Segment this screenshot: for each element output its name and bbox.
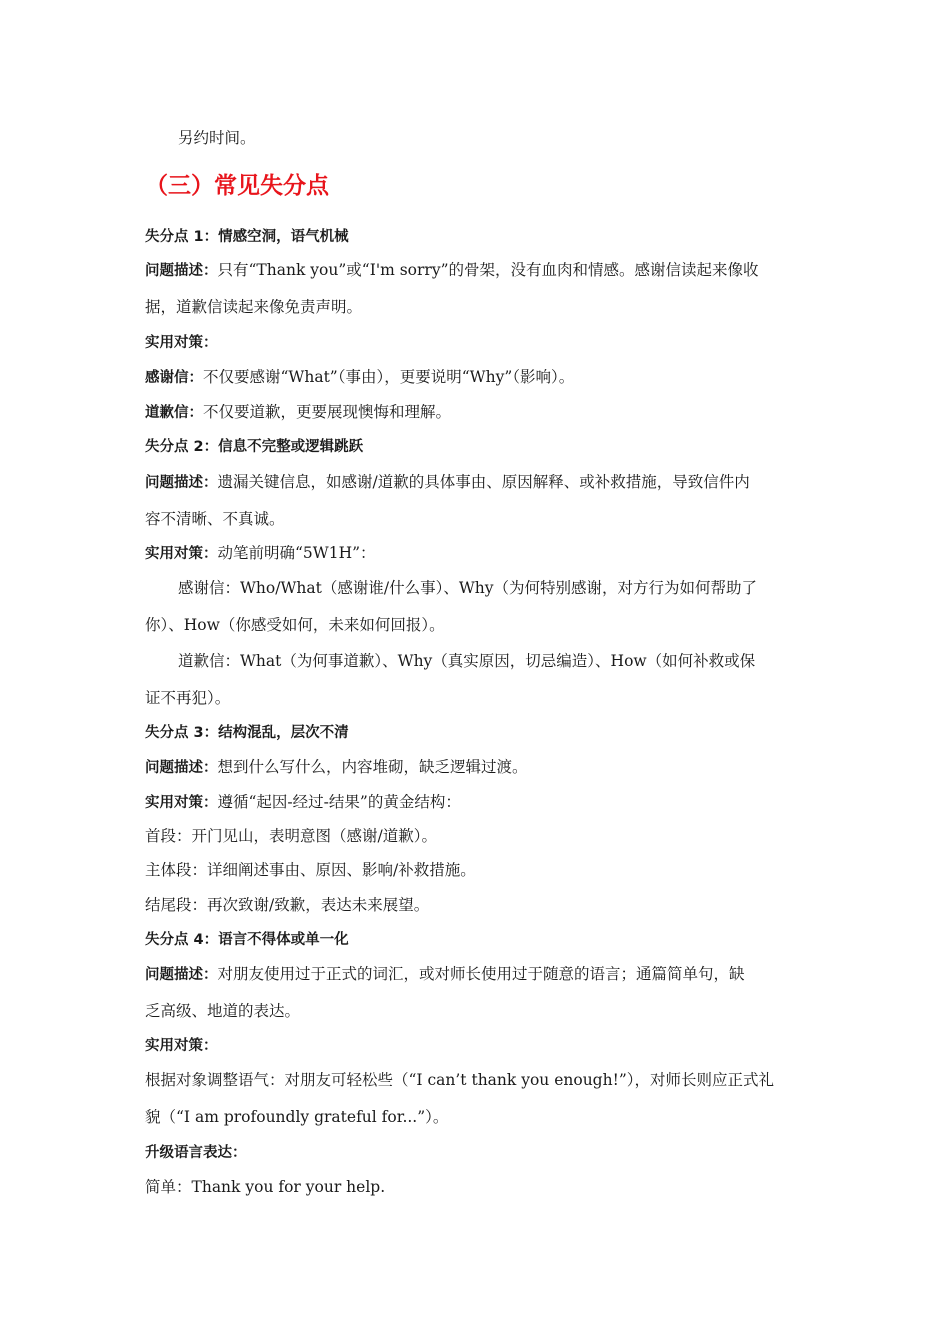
point3-strategy	[145, 791, 810, 814]
point3-first-paragraph: 首段：开门见山，表明意图（感谢/道歉）。	[145, 827, 437, 845]
point4-desc-text: 对朋友使用过于正式的词汇，或对师长使用过于随意的语言；通篇简单句，缺	[217, 965, 745, 983]
point2-strategy-text: 动笔前明确“5W1H”：	[217, 544, 376, 562]
point3-body-paragraph: 主体段：详细阐述事由、原因、影响/补救措施。	[145, 861, 476, 879]
point3-title: 失分点 3：结构混乱，层次不清	[145, 725, 349, 741]
point1-title: 失分点 1：情感空洞，语气机械	[145, 229, 349, 245]
point2-desc-text: 遗漏关键信息，如感谢/道歉的具体事由、原因解释、或补救措施，导致信件内	[217, 473, 750, 491]
point1-thanks	[145, 366, 810, 389]
point1-desc-line1	[145, 259, 810, 282]
point4-title: 失分点 4：语言不得体或单一化	[145, 932, 349, 948]
point4-tone-line1: 根据对象调整语气：对朋友可轻松些（“I can’t thank you enough!”），对师长则应正式礼	[145, 1071, 774, 1089]
point4-desc-label: 问题描述：	[145, 967, 218, 983]
point4-desc-line2: 乏高级、地道的表达。	[145, 1002, 301, 1020]
point3-strategy-label: 实用对策：	[145, 795, 218, 811]
point2-desc-line2: 容不清晰、不真诚。	[145, 510, 285, 528]
point4-tone-line2: 貌（“I am profoundly grateful for...”）。	[145, 1108, 449, 1126]
point1-apology-label: 道歉信：	[145, 405, 203, 421]
point2-desc-label: 问题描述：	[145, 475, 218, 491]
point1-desc-label: 问题描述：	[145, 263, 218, 279]
point2-apology-line1: 道歉信：What（为何事道歉）、Why（真实原因，切忌编造）、How（如何补救或保	[178, 652, 756, 670]
continuation-text: 另约时间。	[178, 129, 256, 147]
point2-strategy-label: 实用对策：	[145, 546, 218, 562]
point2-strategy	[145, 542, 810, 565]
point1-thanks-label: 感谢信：	[145, 370, 203, 386]
point2-apology-line2: 证不再犯）。	[145, 689, 231, 707]
point3-end-paragraph: 结尾段：再次致谢/致歉，表达未来展望。	[145, 896, 430, 914]
point1-apology	[145, 401, 810, 424]
point4-desc-line1	[145, 963, 810, 986]
point1-thanks-text: 不仅要感谢“What”（事由），更要说明“Why”（影响）。	[203, 368, 575, 386]
point3-desc-label: 问题描述：	[145, 760, 218, 776]
point2-title: 失分点 2：信息不完整或逻辑跳跃	[145, 439, 364, 455]
point1-strategy-label: 实用对策：	[145, 335, 218, 351]
point2-desc-line1	[145, 471, 810, 494]
point4-simple-example: 简单：Thank you for your help.	[145, 1178, 386, 1196]
point4-strategy-label: 实用对策：	[145, 1038, 218, 1054]
point1-apology-text: 不仅要道歉，更要展现懊悔和理解。	[203, 403, 452, 421]
point3-desc-text: 想到什么写什么，内容堆砌，缺乏逻辑过渡。	[217, 758, 528, 776]
section-heading: （三）常见失分点	[145, 173, 329, 199]
point2-thanks-line1: 感谢信：Who/What（感谢谁/什么事）、Why（为何特别感谢，对方行为如何帮助了	[178, 579, 757, 597]
point4-upgrade-label: 升级语言表达：	[145, 1145, 247, 1161]
point2-thanks-line2: 你）、How（你感受如何，未来如何回报）。	[145, 616, 445, 634]
point3-strategy-text: 遵循“起因-经过-结果”的黄金结构：	[217, 793, 461, 811]
point1-desc-text: 只有“Thank you”或“I'm sorry”的骨架，没有血肉和情感。感谢信读起来像收	[217, 261, 759, 279]
point1-desc-line2: 据，道歉信读起来像免责声明。	[145, 298, 363, 316]
point3-desc	[145, 756, 810, 779]
